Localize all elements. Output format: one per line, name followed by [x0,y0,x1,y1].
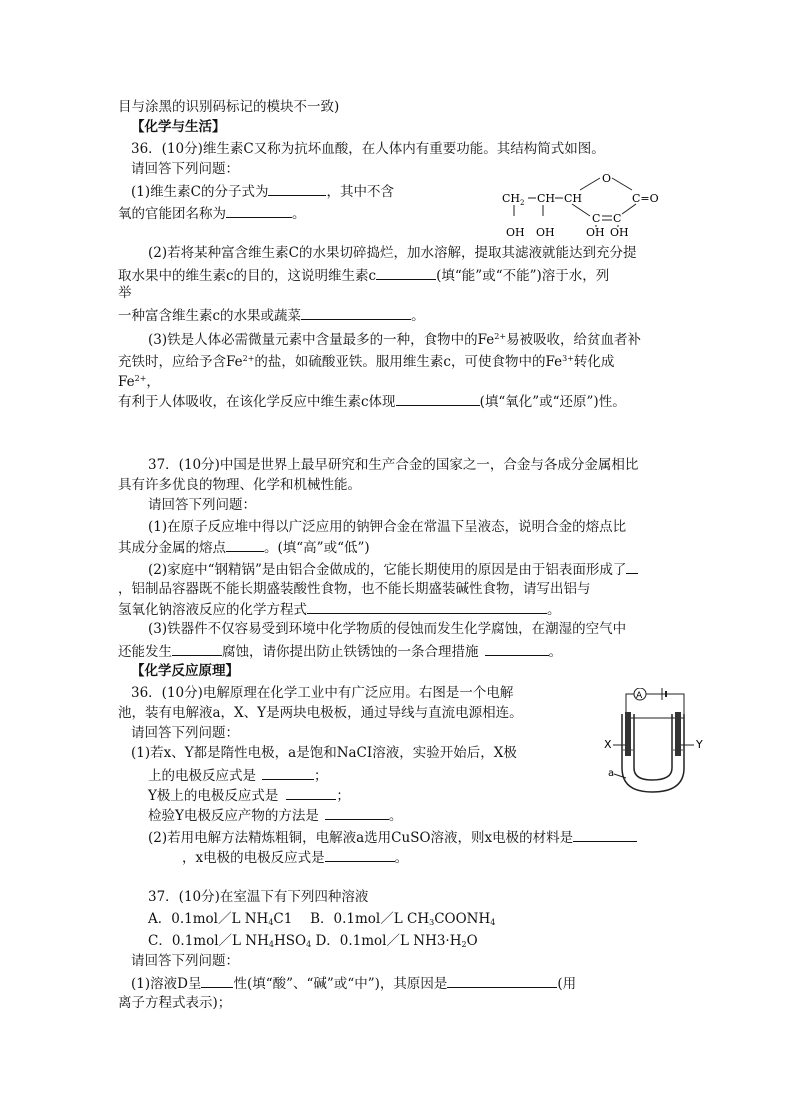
answer-blank [172,642,222,656]
text-segment: 的盐，如硫酸亚铁。服用维生素c，可使食物中的Fe [254,354,563,370]
text-segment: O [466,933,478,949]
text-segment: (2)家庭中“钢精锅”是由铝合金做成的，它能长期使用的原因是由于铝表面形成了 [148,562,627,578]
text-line [148,806,402,825]
text-line: 请回答下列问题： [131,953,239,969]
answer-blank [447,974,557,988]
text-line: 池，装有电解液a，X、Y是两块电极板，通过导线与直流电源相连。 [118,705,523,721]
electrolyte-label: a [608,768,615,779]
text-line [118,600,561,619]
subscript: 2 [461,940,467,949]
structure-label: C=O [632,192,659,205]
text-line: 目与涂黑的识别码标记的模块不一致) [118,99,340,115]
superscript: 2+ [242,354,255,363]
text-segment: 。 [411,308,425,324]
subscript: 4 [268,940,274,949]
answer-blank [626,560,638,574]
text-segment: 检验Y电极反应产物的方法是 [148,808,319,824]
text-segment: 。(填“高”或“低”) [264,540,370,556]
text-segment: C．0.1mol／L NH [148,933,269,949]
vitamin-c-structure-diagram [500,170,675,240]
text-line [131,182,394,201]
text-segment: A．0.1mol／L NH [148,911,269,927]
answer-blank [268,182,326,196]
answer-blank [396,392,480,406]
text-segment: 。 [548,644,562,660]
answer-blank [325,848,395,862]
text-segment: Y极上的电极反应式是 [148,788,279,804]
text-segment: (2)若用电解方法精炼粗铜，电解液a选用CuSO [148,830,431,846]
u-tube-inner [634,714,672,780]
text-segment: 充铁时，应给予含Fe [118,354,243,370]
superscript: 2+ [494,332,507,341]
electrode-x-label: X [604,738,612,751]
question-37-title: 37．(10分)中国是世界上最早研究和生产合金的国家之一，合金与各成分金属相比 [148,457,639,473]
text-segment: (3)铁是人体必需微量元素中含量最多的一种，食物中的Fe [148,332,495,348]
text-segment: ，x电极的电极反应式是 [182,850,325,866]
superscript: 3+ [562,354,574,363]
text-segment: 取水果中的维生素c的目的，这说明维生素c [118,268,377,284]
structure-label: OH [586,226,605,239]
answer-blank [307,600,547,614]
text-line [182,848,408,867]
text-segment: 腐蚀，请你提出防止铁锈蚀的一条合理措施 [222,644,479,660]
text-line [118,204,306,223]
text-line [148,910,495,932]
text-line [148,328,641,349]
text-segment: (填“氧化”或“还原”)性。 [479,394,626,410]
question-36-title: 36．(10分)维生素C又称为抗坏血酸，在人体内有重要功能。其结构简式如图。 [131,141,605,157]
text-line: 举 [118,285,132,301]
bond-line [572,204,590,216]
bond-line [580,178,600,190]
text-line [118,538,370,557]
text-segment: C1 B．0.1mol／L CH [273,911,430,927]
text-line: 请回答下列问题： [131,725,239,741]
question-37-solutions-title: 37．(10分)在室温下有下列四种溶液 [148,889,369,905]
structure-label: OH [536,226,555,239]
text-segment: 上的电极反应式是 [148,768,256,784]
pointer-line [614,774,626,778]
electrode-x [625,712,631,756]
text-segment: 。 [394,850,409,866]
text-segment: (1)溶液D呈 [131,976,202,992]
section-heading-principle: 【化学反应原理】 [131,663,239,679]
structure-label: $CH_2$ [502,192,525,207]
text-line: ，铝制品容器既不能长期盛装酸性食物，也不能长期盛装碱性食物，请写出铝与 [118,581,591,597]
answer-blank [226,204,292,218]
text-segment: 溶液，则x电极的材料是 [430,830,574,846]
subscript: 4 [490,918,496,927]
answer-blank [573,828,637,842]
structure-label: O [602,172,612,185]
text-segment: 其成分金属的熔点 [118,540,226,556]
answer-blank [376,266,436,280]
text-line: 离子方程式表示)； [118,995,232,1011]
text-line [118,350,614,371]
text-segment: 。 [547,602,561,618]
electrolysis-cell-diagram [600,688,710,796]
text-line: (1)若x、Y都是隋性电极，a是饱和NaCI溶液，实验开始后，X极 [131,745,517,761]
text-segment: (1)维生素C的分子式为 [131,184,269,200]
text-line [118,392,626,411]
text-line [148,560,638,579]
structure-label: CH [564,192,583,205]
text-line [148,766,328,785]
text-segment: COONH [434,911,491,927]
text-line: (2)若将某种富含维生素C的水果切碎捣烂，加水溶解，提取其滤液就能达到充分提 [148,245,637,261]
text-line [148,932,478,954]
bond-line [612,178,632,190]
subscript: 4 [306,940,312,949]
text-segment: ； [336,788,350,804]
text-line [148,828,637,847]
text-line [118,306,425,325]
text-segment: 有利于人体吸收，在该化学反应中维生素c体现 [118,394,396,410]
text-segment: 氧的官能团名称为 [118,206,226,222]
text-segment: Fe [118,374,135,390]
text-line [131,974,576,993]
ammeter-label: A [636,691,643,701]
subscript: 4 [268,918,274,927]
answer-blank [286,786,336,800]
structure-label: OH [610,226,629,239]
structure-label: C [613,212,622,225]
structure-label: C [592,212,601,225]
text-segment: ； [314,768,328,784]
text-segment: 易被吸收，给贫血者补 [506,332,642,348]
text-segment: (填“能”或“不能”)溶于水，列 [436,268,610,284]
text-line: 具有许多优良的物理、化学和机械性能。 [118,477,361,493]
text-segment: 一种富含维生素c的水果或蔬菜 [118,308,302,324]
text-line: 请回答下列问题： [148,497,256,513]
answer-blank [262,766,314,780]
text-segment: (用 [557,976,577,992]
answer-blank [485,642,549,656]
structure-label: CH [537,192,556,205]
text-segment: D．0.1mol／L NH3·H [311,933,462,949]
answer-blank [325,806,389,820]
text-segment: ， [146,374,160,390]
question-36-electrolysis-title: 36．(10分)电解原理在化学工业中有广泛应用。右图是一个电解 [131,685,514,701]
text-segment: 还能发生 [118,644,172,660]
text-line [118,642,562,661]
text-segment: 氢氧化钠溶液反应的化学方程式 [118,602,307,618]
text-line: (1)在原子反应堆中得以广泛应用的钠钾合金在常温下呈液态，说明合金的熔点比 [148,519,627,535]
text-line: (3)铁器件不仅容易受到环境中化学物质的侵蚀而发生化学腐蚀，在潮湿的空气中 [148,621,627,637]
text-segment: 性(填“酸”、“碱”或“中”)，其原因是 [233,976,448,992]
text-segment: 转化成 [573,354,615,370]
text-segment: ，其中不含 [326,184,394,200]
text-line [118,370,160,391]
bond-line [622,204,636,214]
section-heading-life: 【化学与生活】 [131,119,226,135]
text-line [148,786,350,805]
structure-label: OH [506,226,525,239]
subscript: 3 [429,918,435,927]
electrode-y [675,712,681,756]
text-line [118,266,609,285]
answer-blank [301,306,411,320]
electrode-y-label: Y [696,738,703,751]
answer-blank [201,974,233,988]
text-segment: HSO [273,933,307,949]
text-segment: 。 [388,808,403,824]
answer-blank [226,538,264,552]
text-line: 请回答下列问题： [131,161,239,177]
text-segment: 。 [292,206,306,222]
superscript: 2+ [134,374,147,383]
